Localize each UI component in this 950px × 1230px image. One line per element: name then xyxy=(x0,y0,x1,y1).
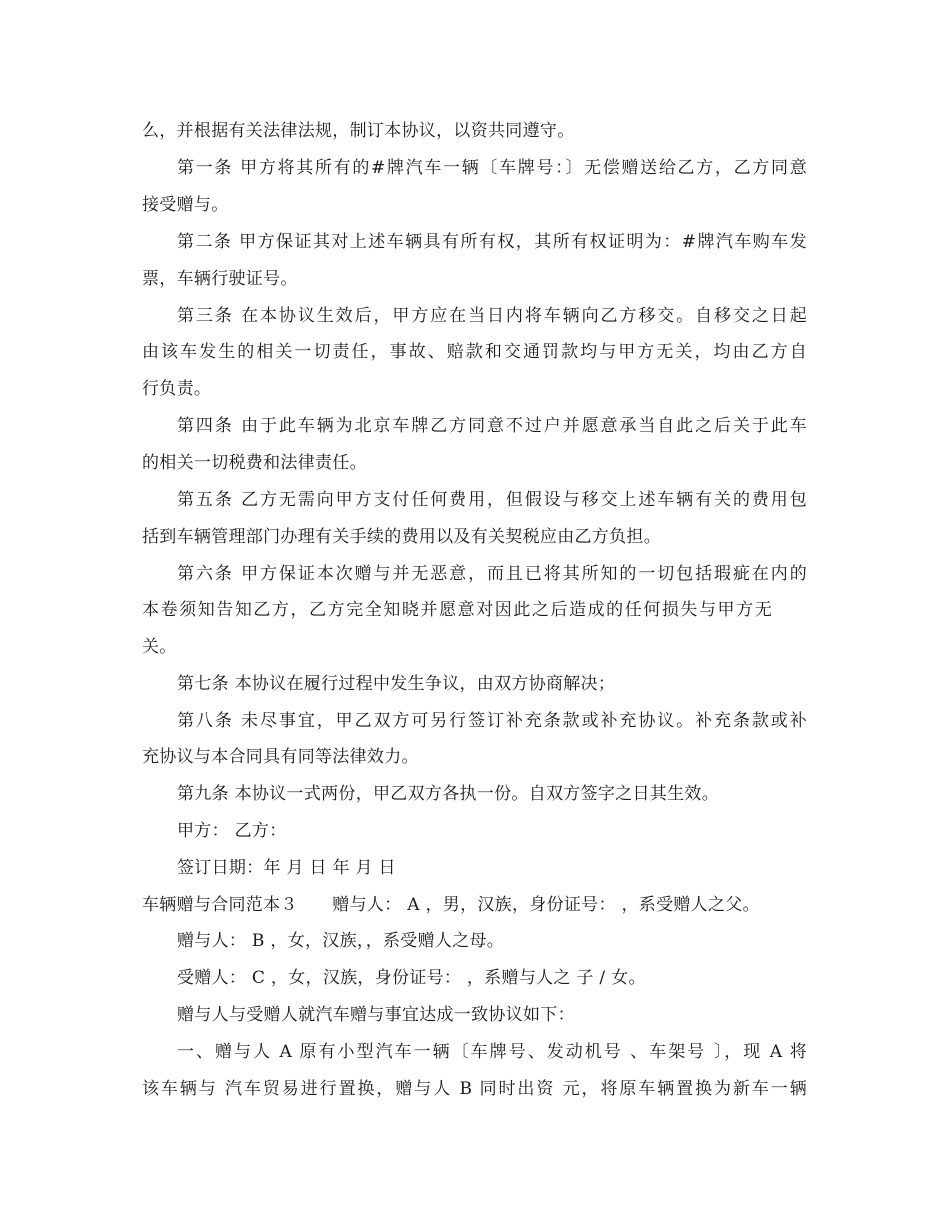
text-line: 关。 xyxy=(142,637,177,657)
text-line: 受赠人： C ，女，汉族，身份证号： ，系赠与人之 子 / 女。 xyxy=(177,968,646,988)
text-line: 由该车发生的相关一切责任，事故、赔款和交通罚款均与甲方无关，均由乙方自 xyxy=(142,342,807,362)
text-line: 第六条 甲方保证本次赠与并无恶意，而且已将其所知的一切包括瑕疵在内的 xyxy=(177,564,807,584)
text-line: 该车辆与 汽车贸易进行置换，赠与人 B 同时出资 元，将原车辆置换为新车一辆 xyxy=(142,1079,807,1099)
text-line: 么，并根据有关法律法规，制订本协议，以资共同遵守。 xyxy=(142,121,575,141)
text-line: 票，车辆行驶证号。 xyxy=(142,269,298,289)
text-line: 第四条 由于此车辆为北京车牌乙方同意不过户并愿意承当自此之后关于此车 xyxy=(177,416,807,436)
signing-date: 签订日期：年 月 日 年 月 日 xyxy=(177,858,396,878)
text-line: 行负责。 xyxy=(142,379,212,399)
text-line: 赠与人与受赠人就汽车赠与事宜达成一致协议如下： xyxy=(177,1005,575,1025)
text-line: 第五条 乙方无需向甲方支付任何费用，但假设与移交上述车辆有关的费用包 xyxy=(177,490,807,510)
text-line: 第九条 本协议一式两份，甲乙双方各执一份。自双方签字之日其生效。 xyxy=(177,784,720,804)
text-line: 赠与人： B ，女，汉族，，系受赠人之母。 xyxy=(177,931,505,951)
text-line: 第三条 在本协议生效后，甲方应在当日内将车辆向乙方移交。自移交之日起 xyxy=(177,306,807,326)
text-line: 车辆赠与合同范本３ 赠与人： A ，男，汉族，身份证号： ，系受赠人之父。 xyxy=(142,895,760,915)
text-line: 接受赠与。 xyxy=(142,195,229,215)
text-line: 本卷须知告知乙方，乙方完全知晓并愿意对因此之后造成的任何损失与甲方无 xyxy=(142,600,772,620)
signature-parties: 甲方： 乙方： xyxy=(177,821,287,841)
text-line: 第二条 甲方保证其对上述车辆具有所有权，其所有权证明为：#牌汽车购车发 xyxy=(177,232,807,252)
text-line: 括到车辆管理部门办理有关手续的费用以及有关契税应由乙方负担。 xyxy=(142,527,661,547)
text-line: 第八条 未尽事宜，甲乙双方可另行签订补充条款或补充协议。补充条款或补 xyxy=(177,711,807,731)
text-line: 一、赠与人 A 原有小型汽车一辆〔车牌号、发动机号 、车架号 〕，现 A 将 xyxy=(177,1042,807,1062)
text-line: 充协议与本合同具有同等法律效力。 xyxy=(142,747,419,767)
text-line: 第一条 甲方将其所有的#牌汽车一辆〔车牌号：〕无偿赠送给乙方，乙方同意 xyxy=(177,158,807,178)
text-line: 第七条 本协议在履行过程中发生争议，由双方协商解决； xyxy=(177,674,616,694)
text-line: 的相关一切税费和法律责任。 xyxy=(142,453,367,473)
